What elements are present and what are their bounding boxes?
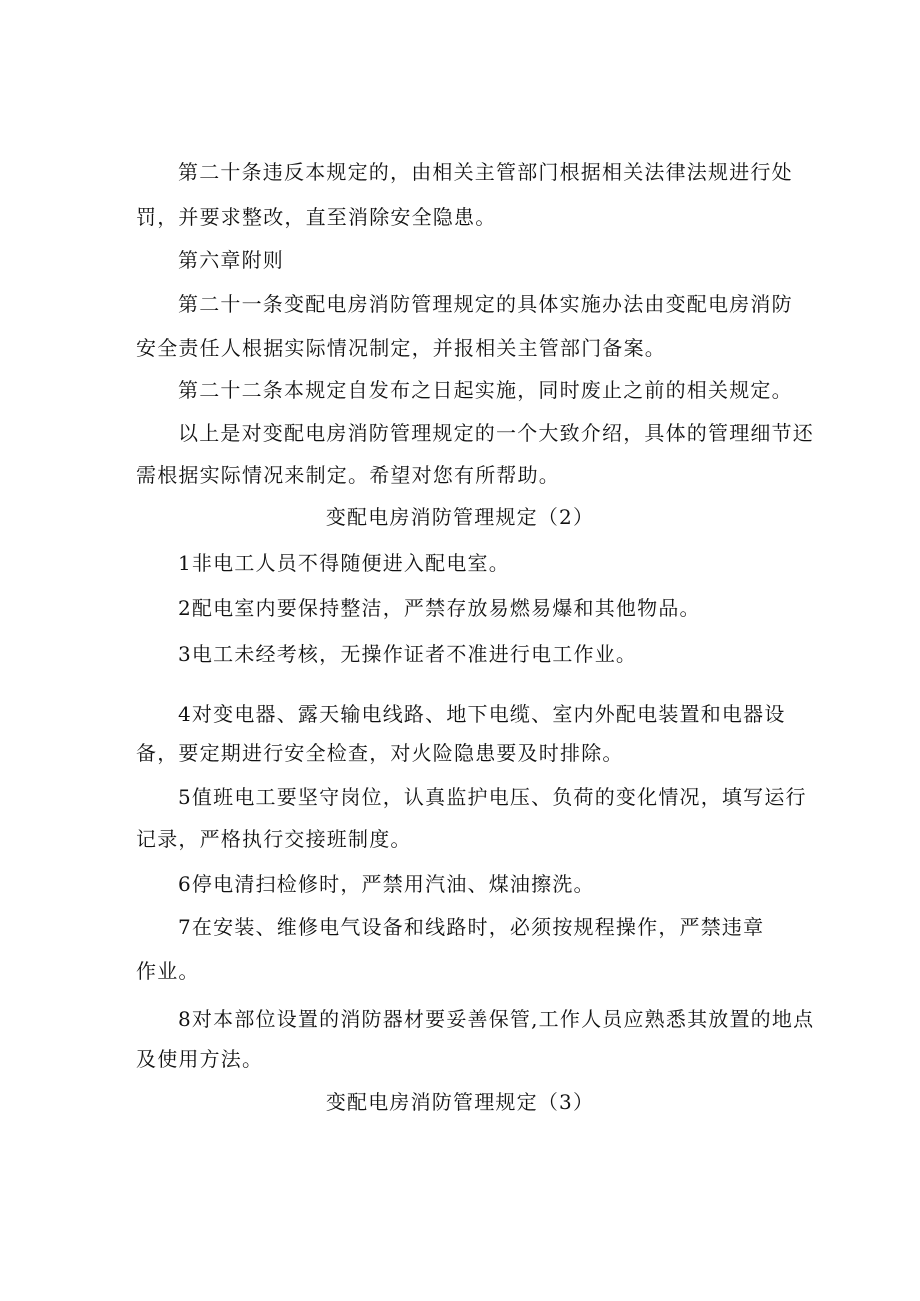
paragraph-line: 安全责任人根据实际情况制定，并报相关主管部门备案。 xyxy=(136,336,666,360)
list-item-continuation: 记录，严格执行交接班制度。 xyxy=(136,827,412,851)
list-item: 5值班电工要坚守岗位，认真监护电压、负荷的变化情况，填写运行 xyxy=(178,785,807,809)
section-title: 变配电房消防管理规定（2） xyxy=(325,505,595,529)
list-item-continuation: 及使用方法。 xyxy=(136,1047,264,1071)
paragraph-line: 需根据实际情况来制定。希望对您有所帮助。 xyxy=(136,463,560,487)
chapter-heading: 第六章附则 xyxy=(178,248,284,272)
section-title: 变配电房消防管理规定（3） xyxy=(325,1090,595,1114)
paragraph-line: 第二十一条变配电房消防管理规定的具体实施办法由变配电房消防 xyxy=(178,292,793,316)
list-item-continuation: 备，要定期进行安全检查，对火险隐患要及时排除。 xyxy=(136,741,624,765)
list-item: 7在安装、维修电气设备和线路时，必须按规程操作，严禁违章 xyxy=(178,915,765,939)
list-item: 8对本部位设置的消防器材要妥善保管,工作人员应熟悉其放置的地点 xyxy=(178,1007,815,1031)
list-item: 4对变电器、露天输电线路、地下电缆、室内外配电装置和电器设 xyxy=(178,702,786,726)
paragraph-line: 第二十条违反本规定的，由相关主管部门根据相关法律法规进行处 xyxy=(178,160,793,184)
list-item: 3电工未经考核，无操作证者不准进行电工作业。 xyxy=(178,642,638,666)
paragraph-line: 以上是对变配电房消防管理规定的一个大致介绍，具体的管理细节还 xyxy=(178,421,814,445)
list-item-continuation: 作业。 xyxy=(136,959,200,983)
list-item: 2配电室内要保持整洁，严禁存放易燃易爆和其他物品。 xyxy=(178,596,701,620)
list-item: 1非电工人员不得随便进入配电室。 xyxy=(178,551,510,575)
paragraph-line: 第二十二条本规定自发布之日起实施，同时废止之前的相关规定。 xyxy=(178,378,793,402)
paragraph-line: 罚，并要求整改，直至消除安全隐患。 xyxy=(136,205,497,229)
list-item: 6停电清扫检修时，严禁用汽油、煤油擦洗。 xyxy=(178,872,595,896)
